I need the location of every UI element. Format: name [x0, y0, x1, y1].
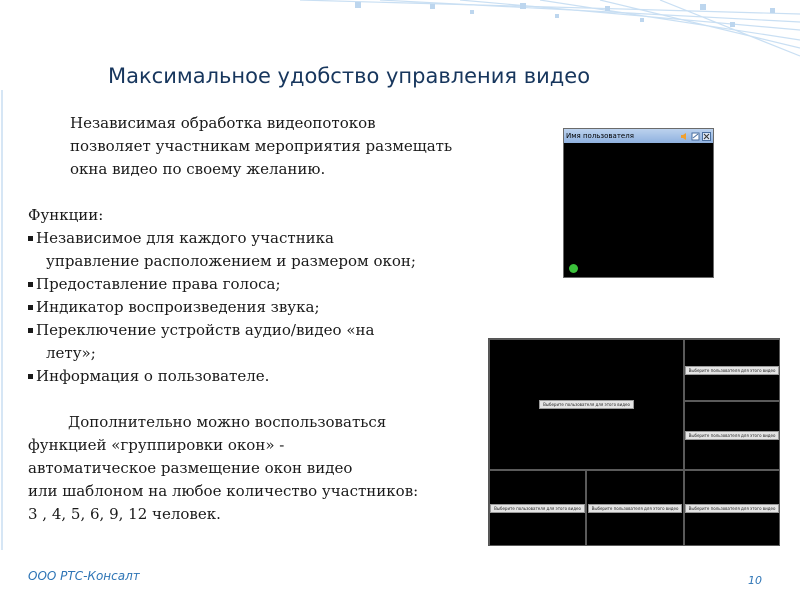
grid-cell: [684, 470, 780, 546]
video-window-titlebar[interactable]: [564, 129, 713, 143]
intro-line: окна видео по своему желанию.: [70, 160, 326, 178]
extra-line: Дополнительно можно воспользоваться: [68, 413, 387, 431]
close-icon[interactable]: [702, 132, 711, 141]
status-indicator-icon: [569, 264, 578, 273]
page-number: 10: [748, 574, 762, 587]
side-decoration: [0, 90, 6, 550]
video-window: [563, 128, 714, 278]
feature-item: Предоставление права голоса;: [28, 273, 474, 296]
company-footer: ООО РТС-Консалт: [28, 569, 140, 583]
grid-cell: [489, 339, 684, 470]
functions-label: Функции:: [28, 206, 104, 224]
intro-line: [28, 112, 474, 135]
intro-line-text: Независимая обработка видеопотоков: [70, 114, 376, 132]
extra-paragraph: [28, 411, 474, 526]
feature-item: Индикатор воспроизведения звука;: [28, 296, 474, 319]
extra-line: или шаблоном на любое количество участников:: [28, 482, 419, 500]
feature-item: Переключение устройств аудио/видео «на лету»;: [28, 319, 474, 365]
intro-line: позволяет участникам мероприятия размещать: [70, 137, 453, 155]
extra-line: 3 , 4, 5, 6, 9, 12 человек.: [28, 505, 221, 523]
extra-line: автоматическое размещение окон видео: [28, 459, 353, 477]
header-decoration: [0, 0, 800, 70]
speaker-icon[interactable]: [680, 132, 689, 141]
slide-title: Максимальное удобство управления видео: [108, 64, 591, 88]
intro-paragraph: [28, 112, 474, 181]
grid-cell: [489, 470, 586, 546]
grid-cell: [586, 470, 684, 546]
content-text: [28, 112, 474, 526]
feature-item: Независимое для каждого участника управление расположением и размером окон;: [28, 227, 474, 273]
feature-item: Информация о пользователе.: [28, 365, 474, 388]
video-grid: [488, 338, 780, 546]
extra-line: функцией «группировки окон» -: [28, 436, 285, 454]
select-user-button[interactable]: Выберите пользователя для этого видео: [490, 504, 585, 513]
grid-cell: [684, 339, 780, 401]
select-user-button[interactable]: Выберите пользователя для этого видео: [685, 431, 780, 440]
features-list: [28, 227, 474, 388]
select-user-button[interactable]: Выберите пользователя для этого видео: [685, 504, 780, 513]
select-user-button[interactable]: Выберите пользователя для этого видео: [685, 366, 780, 375]
video-window-title: Имя пользователя: [566, 132, 634, 140]
grid-cell: [684, 401, 780, 470]
select-user-button[interactable]: Выберите пользователя для этого видео: [588, 504, 683, 513]
settings-icon[interactable]: [691, 132, 700, 141]
select-user-button[interactable]: Выберите пользователя для этого видео: [539, 400, 634, 409]
